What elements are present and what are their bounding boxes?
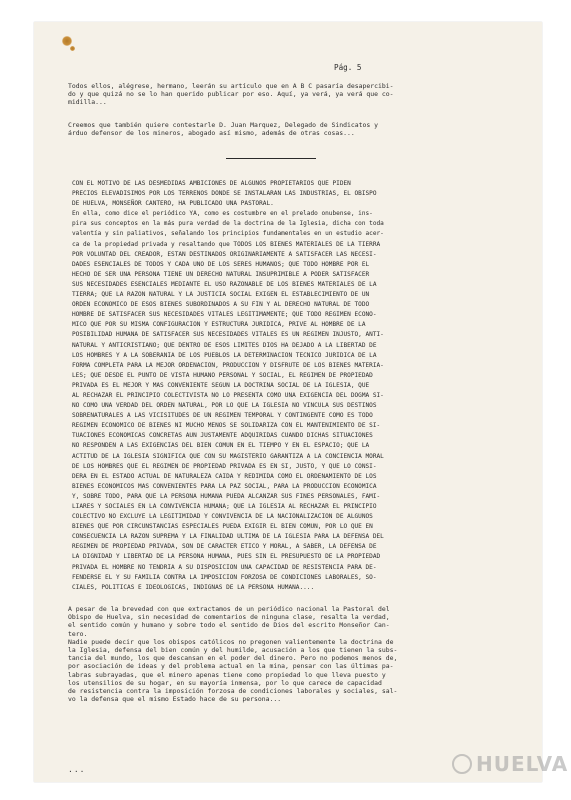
page-number: Pág. 5 [334,63,362,72]
ellipsis-mark: ... [68,765,86,774]
intro-paragraph: Todos ellos, alégrese, hermano, leerán su artículo que en A B C pasaría desapercibi- do y que quizá no se lo han querido publicar por eso. Aquí, ya verá, ya verá que co- midilla... [68,82,394,107]
rust-stain [62,36,72,46]
pastoral-extract: CON EL MOTIVO DE LAS DESMEDIDAS AMBICIONES DE ALGUNOS PROPIETARIOS QUE PIDEN PRECIOS ELEVADISIMOS POR LOS TERRENOS DONDE SE INSTALARAN LAS INDUSTRIAS, EL OBISPO DE HUELVA, MONSEÑOR CANTERO, HA PUBLICADO UNA PASTORAL. En ella, como dice el periódico YA, como es costumbre en el prelado onubense, ins- pira sus conceptos en la más pura verdad de la doctrina de la Iglesia, dicha con toda valentía y sin paliativos, señalando los principios fundamentales en un estudio acer- ca de la propiedad privada y resaltando que TODOS LOS BIENES MATERIALES DE LA TIERRA POR VOLUNTAD DEL CREADOR, ESTAN DESTINADOS ORIGINARIAMENTE A SATISFACER LAS NECESI- DADES ESENCIALES DE TODOS Y CADA UNO DE LOS SERES HUMANOS; QUE TODO HOMBRE POR EL HECHO DE SER UNA PERSONA TIENE UN DERECHO NATURAL INSUPRIMIBLE A PODER SATISFACER SUS NECESIDADES ESENCIALES MEDIANTE EL USO RAZONABLE DE LOS BIENES MATERIALES DE LA TIERRA; QUE LA RAZON NATURAL Y LA JUSTICIA SOCIAL EXIGEN EL ESTABLECIMIENTO DE UN ORDEN ECONOMICO DE ESOS BIENES SUBORDINADOS A SU FIN Y AL DERECHO NATURAL DE TODO HOMBRE DE SATISFACER SUS NECESIDADES VITALES LEGITIMAMENTE; QUE TODO REGIMEN ECONO- MICO QUE POR SU MISMA CONFIGURACION Y ESTRUCTURA JURIDICA, PRIVE AL HOMBRE DE LA POSIBILIDAD HUMANA DE SATISFACER SUS NECESIDADES VITALES ES UN REGIMEN INJUSTO, ANTI- NATURAL Y ANTICRISTIANO; QUE DENTRO DE ESOS LIMITES DIOS HA DEJADO A LA LIBERTAD DE LOS HOMBRES Y A LA SOBERANIA DE LOS PUEBLOS LA DETERMINACION TECNICO JURIDICA DE LA FORMA COMPLETA PARA LA MEJOR ORDENACION, PRODUCCION Y DISFRUTE DE LOS BIENES MATERIA- LES; QUE DESDE EL PUNTO DE VISTA HUMANO PERSONAL Y SOCIAL, EL REGIMEN DE PROPIEDAD PRIVADA ES EL MEJOR Y MAS CONVENIENTE SEGUN LA DOCTRINA SOCIAL DE LA IGLESIA, QUE AL RECHAZAR EL PRINCIPIO COLECTIVISTA NO LO PRESENTA COMO UNA EXIGENCIA DEL DOGMA SI- NO COMO UNA VERDAD DEL ORDEN NATURAL, POR LO QUE LA IGLESIA NO VINCULA SUS DESTINOS SOBRENATURALES A LAS VICISITUDES DE UN REGIMEN TEMPORAL Y CONTINGENTE COMO ES TODO REGIMEN ECONOMICO DE BIENES NI MUCHO MENOS SE SOLIDARIZA CON EL MANTENIMIENTO DE SI- TUACIONES ECONOMICAS CONCRETAS AUN JUSTAMENTE ADQUIRIDAS CUANDO DICHAS SITUACIONES NO RESPONDEN A LAS EXIGENCIAS DEL BIEN COMUN EN EL TIEMPO Y EN EL ESPACIO; QUE LA ACTITUD DE LA IGLESIA SIGNIFICA QUE CON SU MAGISTERIO GARANTIZA A LA CONCIENCIA MORAL DE LOS HOMBRES QUE EL REGIMEN DE PROPIEDAD PRIVADA ES EN SI, JUSTO, Y QUE LO CONSI- DERA EN EL ESTADO ACTUAL DE NATURALEZA CAIDA Y REDIMIDA COMO EL ORDENAMIENTO DE LOS BIENES ECONOMICOS MAS CONVENIENTES PARA LA PAZ SOCIAL, PARA LA PRODUCCION ECONOMICA Y, SOBRE TODO, PARA QUE LA PERSONA HUMANA PUEDA ALCANZAR SUS FINES PERSONALES, FAMI- LIARES Y SOCIALES EN LA CONVIVENCIA HUMANA; QUE LA IGLESIA AL RECHAZAR EL PRINCIPIO COLECTIVO NO EXCLUYE LA LEGITIMIDAD Y CONVIVENCIA DE LA NACIONALIZACION DE ALGUNOS BIENES QUE POR CIRCUNSTANCIAS ESPECIALES PUEDA EXIGIR EL BIEN COMUN, POR LO QUE EN CONSECUENCIA LA RAZON SUPREMA Y LA FINALIDAD ULTIMA DE LA IGLESIA PARA LA DEFENSA DEL REGIMEN DE PROPIEDAD PRIVADA, SON DE CARACTER ETICO Y MORAL, A SABER, LA DEFENSA DE LA DIGNIDAD Y LIBERTAD DE LA PERSONA HUMANA, PUES SIN EL PRESUPUESTO DE LA PROPIEDAD PRIVADA EL HOMBRE NO TENDRIA A SU DISPOSICION UNA CAPACIDAD DE RESISTENCIA PARA DE- FENDERSE EL Y SU FAMILIA CONTRA LA IMPOSICION FORZOSA DE CONDICIONES LABORALES, SO- CIALES, POLITICAS E IDEOLOGICAS, INDIGNAS DE LA PERSONA HUMANA.... [72,180,384,591]
archive-watermark [452,752,568,776]
closing-paragraph: A pesar de la brevedad con que extractamos de un periódico nacional la Pastoral del Obispo de Huelva, sin necesidad de comentarios de ninguna clase, resalta la verdad, el sentido común y humano y sobre todo el sentido de Dios del escrito Monseñor Can- tero. Nadie puede decir que los obispos católicos no pregonen valientemente la doctrina de la Iglesia, defensa del bien común y del humilde, acusación a los que tienen la subs- tancia del mundo, los que descansan en el poder del dinero. Pero no podemos menos de, por asociación de ideas y del problema actual en la mina, pensar con las últimas pa- labras subrayadas, que el minero apenas tiene como propiedad lo que lleva puesto y los utensilios de su hogar, en su mayoría inmensa, por lo que carece de capacidad de resistencia contra la imposición forzosa de condiciones laborales y sociales, sal- vo la defensa que el mismo Estado hace de su persona... [68,605,398,704]
watermark-text: HUELVA [476,752,569,776]
rust-stain-small [70,46,75,51]
section-divider [226,158,316,159]
second-paragraph: Creemos que también quiere contestarle D. Juan Marquez, Delegado de Sindicatos y árduo defensor de los mineros, abogado así mismo, además de otras cosas... [68,121,379,138]
seal-icon [452,754,472,774]
document-page [34,22,542,782]
